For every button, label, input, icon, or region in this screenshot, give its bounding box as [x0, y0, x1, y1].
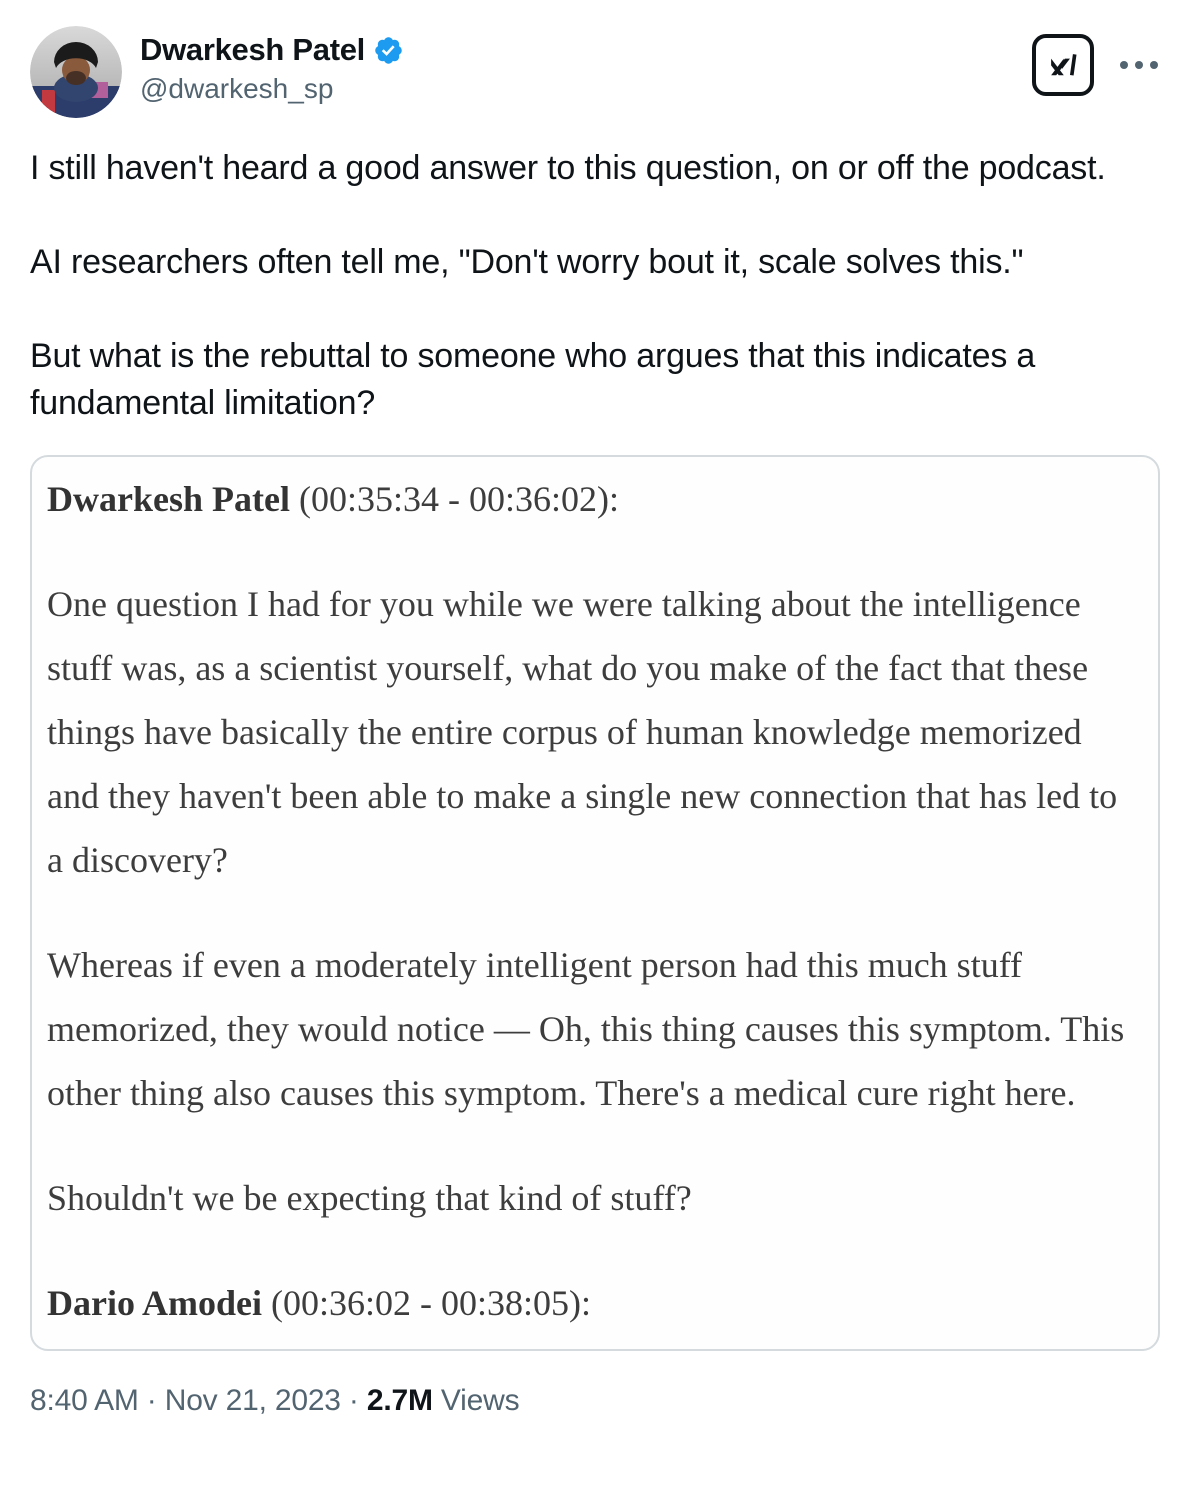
tweet-text: [30, 145, 1160, 427]
more-ellipsis-icon: [1150, 61, 1158, 69]
transcript-image[interactable]: [30, 455, 1160, 1351]
xai-grok-icon: [1044, 46, 1082, 84]
transcript-speaker-name: Dwarkesh Patel: [47, 479, 290, 519]
author-handle[interactable]: @dwarkesh_sp: [140, 73, 334, 104]
author-display-name[interactable]: Dwarkesh Patel: [140, 32, 365, 67]
transcript-paragraph: Whereas if even a moderately intelligent person had this much stuff memorized, they would notice — Oh, this thing causes this symptom. This other thing also causes this symptom. There's a medical cure right here.: [47, 945, 1125, 1113]
more-button[interactable]: [1118, 55, 1160, 75]
more-ellipsis-icon: [1120, 61, 1128, 69]
tweet-paragraph: But what is the rebuttal to someone who argues that this indicates a fundamental limitation?: [30, 337, 1036, 422]
tweet-meta: [30, 1384, 1160, 1418]
tweet-header: [30, 26, 1160, 118]
verified-badge-icon: [373, 35, 404, 66]
tweet-paragraph: AI researchers often tell me, "Don't worry bout it, scale solves this.": [30, 243, 1024, 281]
tweet-paragraph: I still haven't heard a good answer to this question, on or off the podcast.: [30, 149, 1106, 187]
transcript-time-range: (00:36:02 - 00:38:05):: [261, 1283, 591, 1323]
transcript-paragraph: Shouldn't we be expecting that kind of stuff?: [47, 1178, 692, 1218]
transcript-time-range: (00:35:34 - 00:36:02):: [289, 479, 619, 519]
transcript-speaker-name: Dario Amodei: [47, 1283, 262, 1323]
views-count: 2.7M: [366, 1384, 433, 1417]
transcript-speaker-line: [47, 1271, 1142, 1335]
views-label: Views: [432, 1384, 520, 1417]
avatar-photo: [30, 26, 122, 118]
header-actions: [1032, 26, 1160, 96]
transcript-speaker-line: [47, 467, 1142, 531]
author-identity: [140, 26, 1032, 105]
grok-button[interactable]: [1032, 34, 1094, 96]
more-ellipsis-icon: [1135, 61, 1143, 69]
avatar[interactable]: [30, 26, 122, 118]
tweet-timestamp: 8:40 AM · Nov 21, 2023 ·: [30, 1384, 367, 1417]
transcript-paragraph: One question I had for you while we were talking about the intelligence stuff was, as a scientist yourself, what do you make of the fact that these things have basically the entire corpus of human knowledge memorized and they haven't been able to make a single new connection that has led to a discovery?: [47, 584, 1118, 880]
